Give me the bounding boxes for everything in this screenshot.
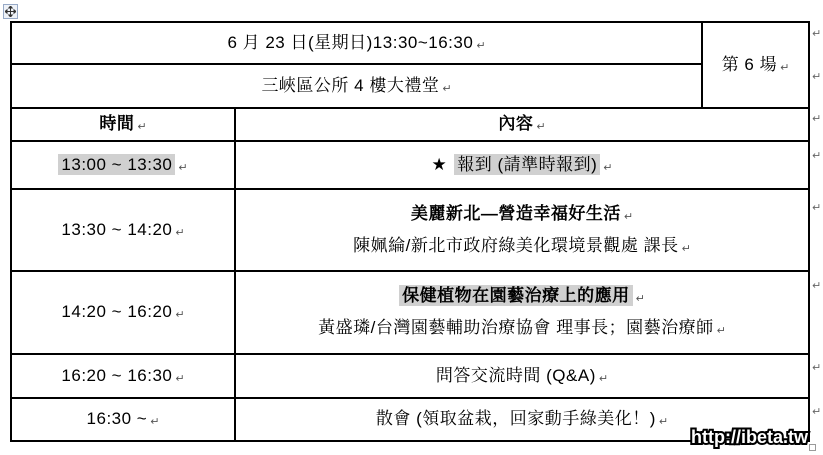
row-end-mark-icon: ↵ [812, 406, 822, 418]
row-end-mark-icon: ↵ [812, 113, 822, 125]
talk-title-line [411, 203, 633, 226]
talk-title: 保健植物在園藝治療上的應用 [399, 285, 633, 306]
time-cell [11, 354, 235, 398]
content-header-label: 內容 [498, 114, 534, 134]
time-value: 14:20 ~ 16:20 [61, 302, 173, 322]
table-row [11, 22, 809, 64]
activity-title: 問答交流時間 (Q&A) [435, 365, 596, 385]
time-value: 13:00 ~ 13:30 [58, 154, 175, 175]
time-cell [11, 398, 235, 441]
session-number: 第 6 場 [721, 54, 778, 74]
paragraph-mark-icon: ↵ [137, 121, 147, 134]
time-column-header [11, 108, 235, 141]
paragraph-mark-icon: ↵ [780, 61, 790, 74]
session-number-cell [702, 22, 809, 108]
row-end-mark-icon: ↵ [812, 150, 822, 162]
session-date-cell [11, 22, 702, 64]
site-watermark: http://ibeta.tw [691, 427, 808, 447]
venue-cell [11, 64, 702, 108]
activity-title: 報到 (請準時報到) [454, 154, 600, 175]
table-row [11, 141, 809, 189]
table-resize-handle[interactable] [809, 444, 816, 451]
table-move-handle[interactable] [3, 4, 18, 19]
time-value: 16:30 ~ [86, 409, 148, 429]
activity-title: 散會 (領取盆栽，回家動手綠美化！) [375, 409, 656, 429]
time-cell [11, 189, 235, 271]
row-end-mark-icon: ↵ [812, 202, 822, 214]
talk-title: 美麗新北—營造幸福好生活 [410, 203, 621, 223]
content-cell [235, 271, 809, 354]
time-value: 16:20 ~ 16:30 [61, 365, 173, 385]
paragraph-mark-icon: ↵ [175, 372, 185, 385]
paragraph-mark-icon: ↵ [716, 325, 726, 337]
paragraph-mark-icon: ↵ [476, 39, 486, 52]
table-row [11, 271, 809, 354]
paragraph-mark-icon: ↵ [658, 416, 669, 429]
venue: 三峽區公所 4 樓大禮堂 [261, 75, 440, 95]
paragraph-mark-icon: ↵ [178, 161, 188, 174]
schedule-table [10, 21, 810, 442]
speaker: 黃盛璘/台灣園藝輔助治療協會 理事長；園藝治療師 [318, 318, 714, 337]
table-header-row [11, 108, 809, 141]
paragraph-mark-icon: ↵ [442, 82, 452, 95]
row-end-mark-icon: ↵ [812, 362, 822, 374]
content-cell [235, 354, 809, 398]
session-date: 6 月 23 日(星期日)13:30~16:30 [227, 32, 474, 52]
move-icon [5, 6, 16, 17]
content-cell [235, 141, 809, 189]
paragraph-mark-icon: ↵ [536, 121, 546, 134]
speaker: 陳姵綸/新北市政府綠美化環境景觀處 課長 [353, 235, 679, 255]
talk-title-line [399, 285, 645, 308]
content-column-header [235, 108, 809, 141]
paragraph-mark-icon: ↵ [623, 210, 634, 223]
paragraph-mark-icon: ↵ [598, 372, 609, 385]
time-cell [11, 271, 235, 354]
speaker-line [318, 317, 726, 340]
paragraph-mark-icon: ↵ [175, 309, 185, 322]
table-row [11, 189, 809, 271]
time-cell [11, 141, 235, 189]
content-cell [235, 189, 809, 271]
star-icon: ★ [431, 154, 448, 174]
paragraph-mark-icon: ↵ [175, 226, 185, 239]
paragraph-mark-icon: ↵ [603, 161, 613, 174]
paragraph-mark-icon: ↵ [681, 242, 691, 255]
paragraph-mark-icon: ↵ [150, 416, 160, 429]
table-row [11, 354, 809, 398]
table-row [11, 398, 809, 441]
time-value: 13:30 ~ 14:20 [61, 219, 173, 239]
speaker-line [353, 235, 691, 258]
row-end-mark-icon: ↵ [812, 71, 822, 83]
paragraph-mark-icon: ↵ [635, 293, 645, 306]
time-header-label: 時間 [99, 114, 135, 134]
table-row [11, 64, 809, 108]
row-end-mark-icon: ↵ [812, 28, 822, 40]
row-end-mark-icon: ↵ [812, 280, 822, 292]
